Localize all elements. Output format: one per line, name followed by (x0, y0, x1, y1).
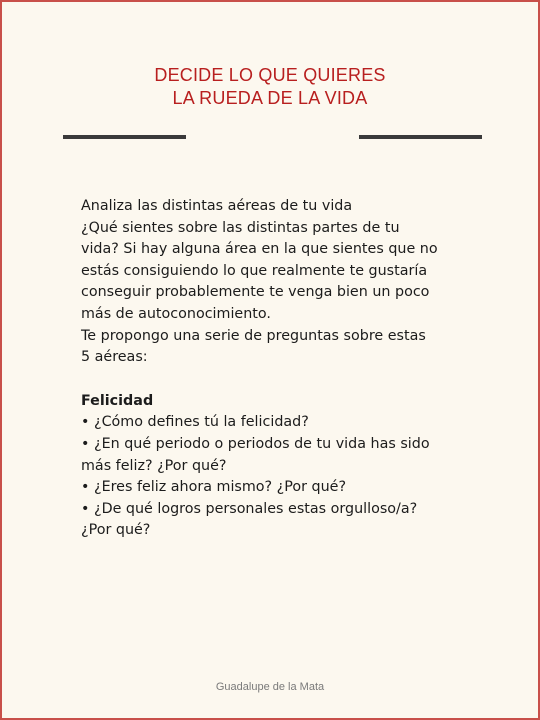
question-line: • ¿Cómo defines tú la felicidad? (81, 414, 309, 431)
question-line: ¿Por qué? (81, 522, 151, 539)
intro-line: Te propongo una serie de preguntas sobre estas (81, 327, 426, 344)
intro-line: conseguir probablemente te venga bien un poco (81, 284, 430, 301)
intro-line: 5 aéreas: (81, 349, 148, 366)
paragraph-gap (81, 369, 461, 391)
right-divider (359, 135, 482, 139)
page-title (2, 64, 538, 110)
question-line: • ¿Eres feliz ahora mismo? ¿Por qué? (81, 479, 347, 496)
footer-author: Guadalupe de la Mata (215, 681, 325, 693)
section-heading: Felicidad (81, 392, 154, 409)
left-divider (63, 135, 186, 139)
intro-line: más de autoconocimiento. (81, 305, 271, 322)
intro-line: estás consiguiendo lo que realmente te gustaría (81, 262, 428, 279)
body-text (81, 196, 461, 542)
question-line: más feliz? ¿Por qué? (81, 457, 227, 474)
intro-line: vida? Si hay alguna área en la que sientes que no (81, 241, 438, 258)
question-line: • ¿De qué logros personales estas orgulloso/a? (81, 500, 418, 517)
intro-line: Analiza las distintas aéreas de tu vida (81, 198, 353, 214)
title-line-1: DECIDE LO QUE QUIERES (154, 65, 386, 85)
intro-line: ¿Qué sientes sobre las distintas partes de tu (81, 219, 400, 236)
question-line: • ¿En qué periodo o periodos de tu vida has sido (81, 435, 430, 452)
title-line-2: LA RUEDA DE LA VIDA (172, 88, 368, 108)
